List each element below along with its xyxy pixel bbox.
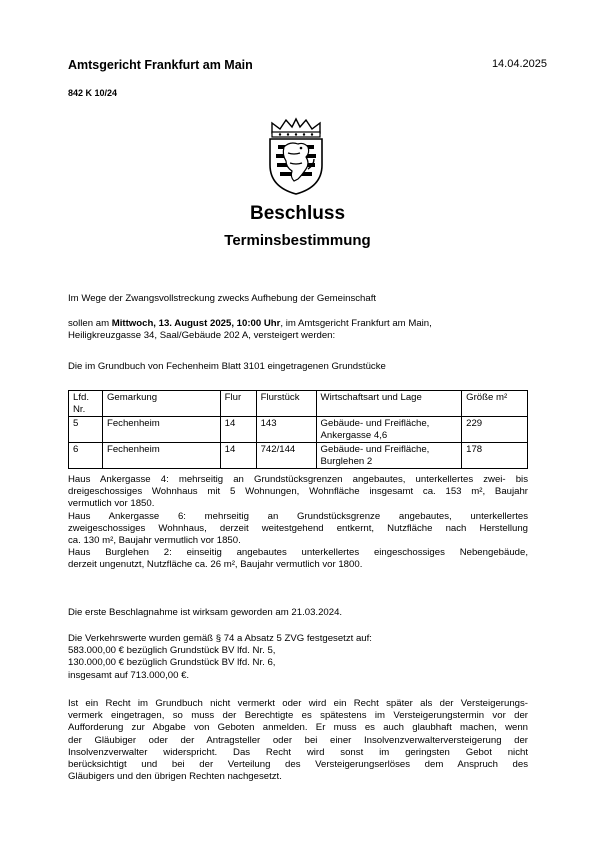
legal-line: Aufforderung zur Abgabe von Geboten anmelden. Er muss es auch glaubhaft machen, wenn: [68, 722, 528, 734]
values-line: 583.000,00 € bezüglich Grundstück BV lfd. Nr. 5,: [68, 645, 276, 657]
document-date: 14.04.2025: [491, 58, 547, 70]
document-subtitle: Terminsbestimmung: [224, 232, 371, 249]
land-register-text: Die im Grundbuch von Fechenheim Blatt 3101 eingetragenen Grundstücke: [68, 361, 386, 372]
cell-lage: Gebäude- und Freifläche, Burglehen 2: [316, 443, 462, 469]
legal-line: Gläubigers und den übrigen Rechten nachgesetzt.: [68, 771, 282, 783]
legal-line: vermerk eingetragen, so muss der Berechtigte es spätestens im Versteigerungstermin vor der: [68, 710, 528, 722]
description-line: Haus Ankergasse 4: mehrseitig an Grundstücksgrenzen angebautes, unterkellertes zwei- bis: [68, 474, 528, 485]
seizure-text: Die erste Beschlagnahme ist wirksam geworden am 21.03.2024.: [68, 607, 343, 618]
cell-groesse: 229: [462, 417, 528, 443]
intro-text: Im Wege der Zwangsvollstreckung zwecks Aufhebung der Gemeinschaft: [68, 293, 377, 304]
values-line: 130.000,00 € bezüglich Grundstück BV lfd. Nr. 6,: [68, 657, 276, 669]
cell-gemarkung: Fechenheim: [102, 443, 220, 469]
legal-line: Insolvenzverwalter widerspricht. Das Recht wird sonst im geringsten Gebot nicht: [68, 746, 528, 758]
header-lage: Wirtschaftsart und Lage: [316, 391, 462, 417]
table-header-row: [69, 391, 528, 417]
cell-flurstueck: 742/144: [256, 443, 316, 469]
appointment-datetime: Mittwoch, 13. August 2025, 10:00 Uhr: [111, 318, 281, 329]
description-line: vermutlich vor 1850.: [68, 498, 155, 510]
appointment-suffix: , im Amtsgericht Frankfurt am Main,: [280, 318, 432, 329]
hesse-coat-of-arms-icon: [264, 117, 328, 195]
appointment-location: Heiligkreuzgasse 34, Saal/Gebäude 202 A, versteigert werden:: [68, 330, 336, 342]
document-title: Beschluss: [249, 203, 346, 224]
property-table: [68, 390, 528, 469]
cell-flur: 14: [220, 417, 256, 443]
header-nr: Lfd. Nr.: [69, 391, 103, 417]
property-descriptions: [68, 474, 528, 572]
cell-nr: 6: [69, 443, 103, 469]
cell-gemarkung: Fechenheim: [102, 417, 220, 443]
cell-flurstueck: 143: [256, 417, 316, 443]
header-groesse: Größe m²: [462, 391, 528, 417]
description-line: dreigeschossiges Wohnhaus mit 5 Wohnungen, Wohnfläche insgesamt ca. 153 m², Baujahr: [68, 486, 528, 498]
description-line: ca. 130 m², Baujahr vermutlich vor 1850.: [68, 535, 241, 547]
description-line: Haus Burglehen 2: einseitig angebautes unterkellertes eingeschossiges Nebengebäude,: [68, 547, 528, 559]
table-row: [69, 443, 528, 469]
values-line: insgesamt auf 713.000,00 €.: [68, 669, 190, 681]
cell-nr: 5: [69, 417, 103, 443]
header-flurstueck: Flurstück: [256, 391, 316, 417]
legal-line: berücksichtigt und bei der Verteilung des Versteigerungserlöses dem Anspruch des: [68, 759, 528, 771]
legal-line: der Gläubiger oder der Antragsteller oder bei einer Insolvenzverwalterversteigerung der: [68, 734, 528, 746]
header-flur: Flur: [220, 391, 256, 417]
court-name: Amtsgericht Frankfurt am Main: [68, 58, 253, 72]
description-line: zweigeschossiges Wohnhaus, derzeit weitestgehend entkernt, Nutzfläche nach Herstellung: [68, 522, 528, 534]
table-row: [69, 417, 528, 443]
cell-groesse: 178: [462, 443, 528, 469]
legal-notice: [68, 698, 528, 783]
header-gemarkung: Gemarkung: [102, 391, 220, 417]
values-line: Die Verkehrswerte wurden gemäß § 74 a Absatz 5 ZVG festgesetzt auf:: [68, 633, 372, 644]
description-line: derzeit ungenutzt, Nutzfläche ca. 26 m², Baujahr vermutlich vor 1800.: [68, 559, 363, 571]
appointment-prefix: sollen am: [68, 318, 112, 329]
cell-flur: 14: [220, 443, 256, 469]
file-number: 842 K 10/24: [68, 88, 118, 98]
description-line: Haus Ankergasse 6: mehrseitig an Grundstücksgrenze angebautes, unterkellertes: [68, 510, 528, 522]
appointment-text: [68, 318, 528, 342]
legal-line: Ist ein Recht im Grundbuch nicht vermerkt oder wird ein Recht später als der Versteigerungs-: [68, 698, 528, 709]
market-values: [68, 633, 528, 682]
cell-lage: Gebäude- und Freifläche, Ankergasse 4,6: [316, 417, 462, 443]
